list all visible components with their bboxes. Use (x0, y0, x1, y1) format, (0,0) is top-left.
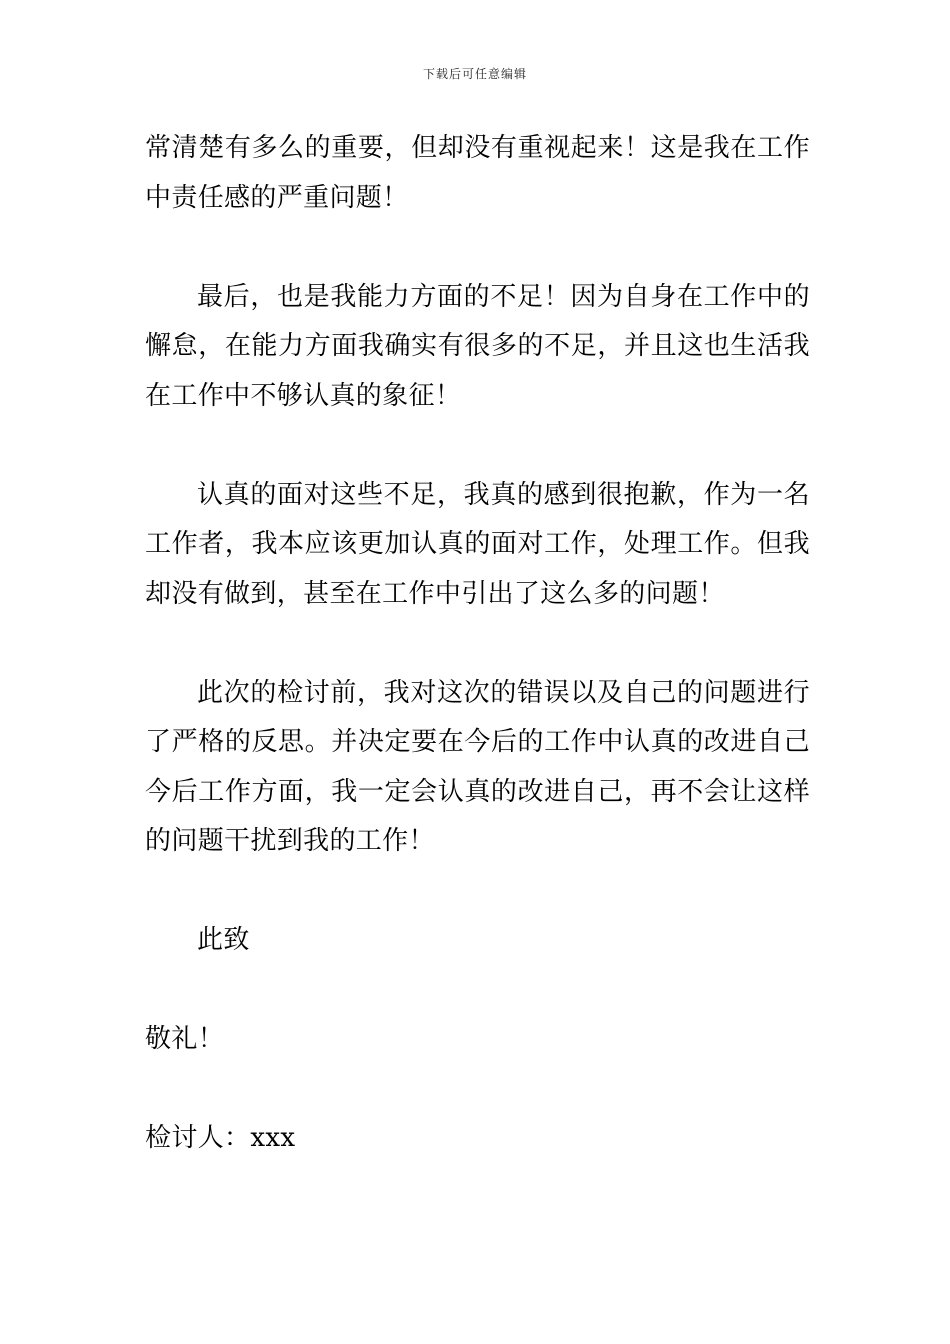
paragraph-apology: 认真的面对这些不足，我真的感到很抱歉，作为一名工作者，我本应该更加认真的面对工作，处理工作。但我却没有做到，甚至在工作中引出了这么多的问题！ (145, 479, 810, 609)
paragraph-gap (145, 421, 810, 471)
document-body (145, 124, 810, 1164)
paragraph-gap (145, 966, 810, 1016)
paragraph-reflection: 此次的检讨前，我对这次的错误以及自己的问题进行了严格的反思。并决定要在今后的工作中认真的改进自己今后工作方面，我一定会认真的改进自己，再不会让这样的问题干扰到我的工作！ (145, 677, 810, 856)
paragraph-gap (145, 223, 810, 273)
paragraph-gap (145, 619, 810, 669)
page-header-note: 下载后可任意编辑 (422, 67, 527, 81)
signature-line: 检讨人：xxx (145, 1123, 296, 1153)
closing-phrase: 此致 (197, 925, 250, 955)
paragraph-ability: 最后，也是我能力方面的不足！因为自身在工作中的懈怠，在能力方面我确实有很多的不足，并且这也生活我在工作中不够认真的象征！ (145, 281, 810, 411)
paragraph-gap (145, 867, 810, 917)
paragraph-gap (145, 1065, 810, 1115)
paragraph-continuation: 常清楚有多么的重要，但却没有重视起来！这是我在工作中责任感的严重问题！ (145, 133, 810, 213)
salute-line: 敬礼！ (145, 1024, 225, 1054)
